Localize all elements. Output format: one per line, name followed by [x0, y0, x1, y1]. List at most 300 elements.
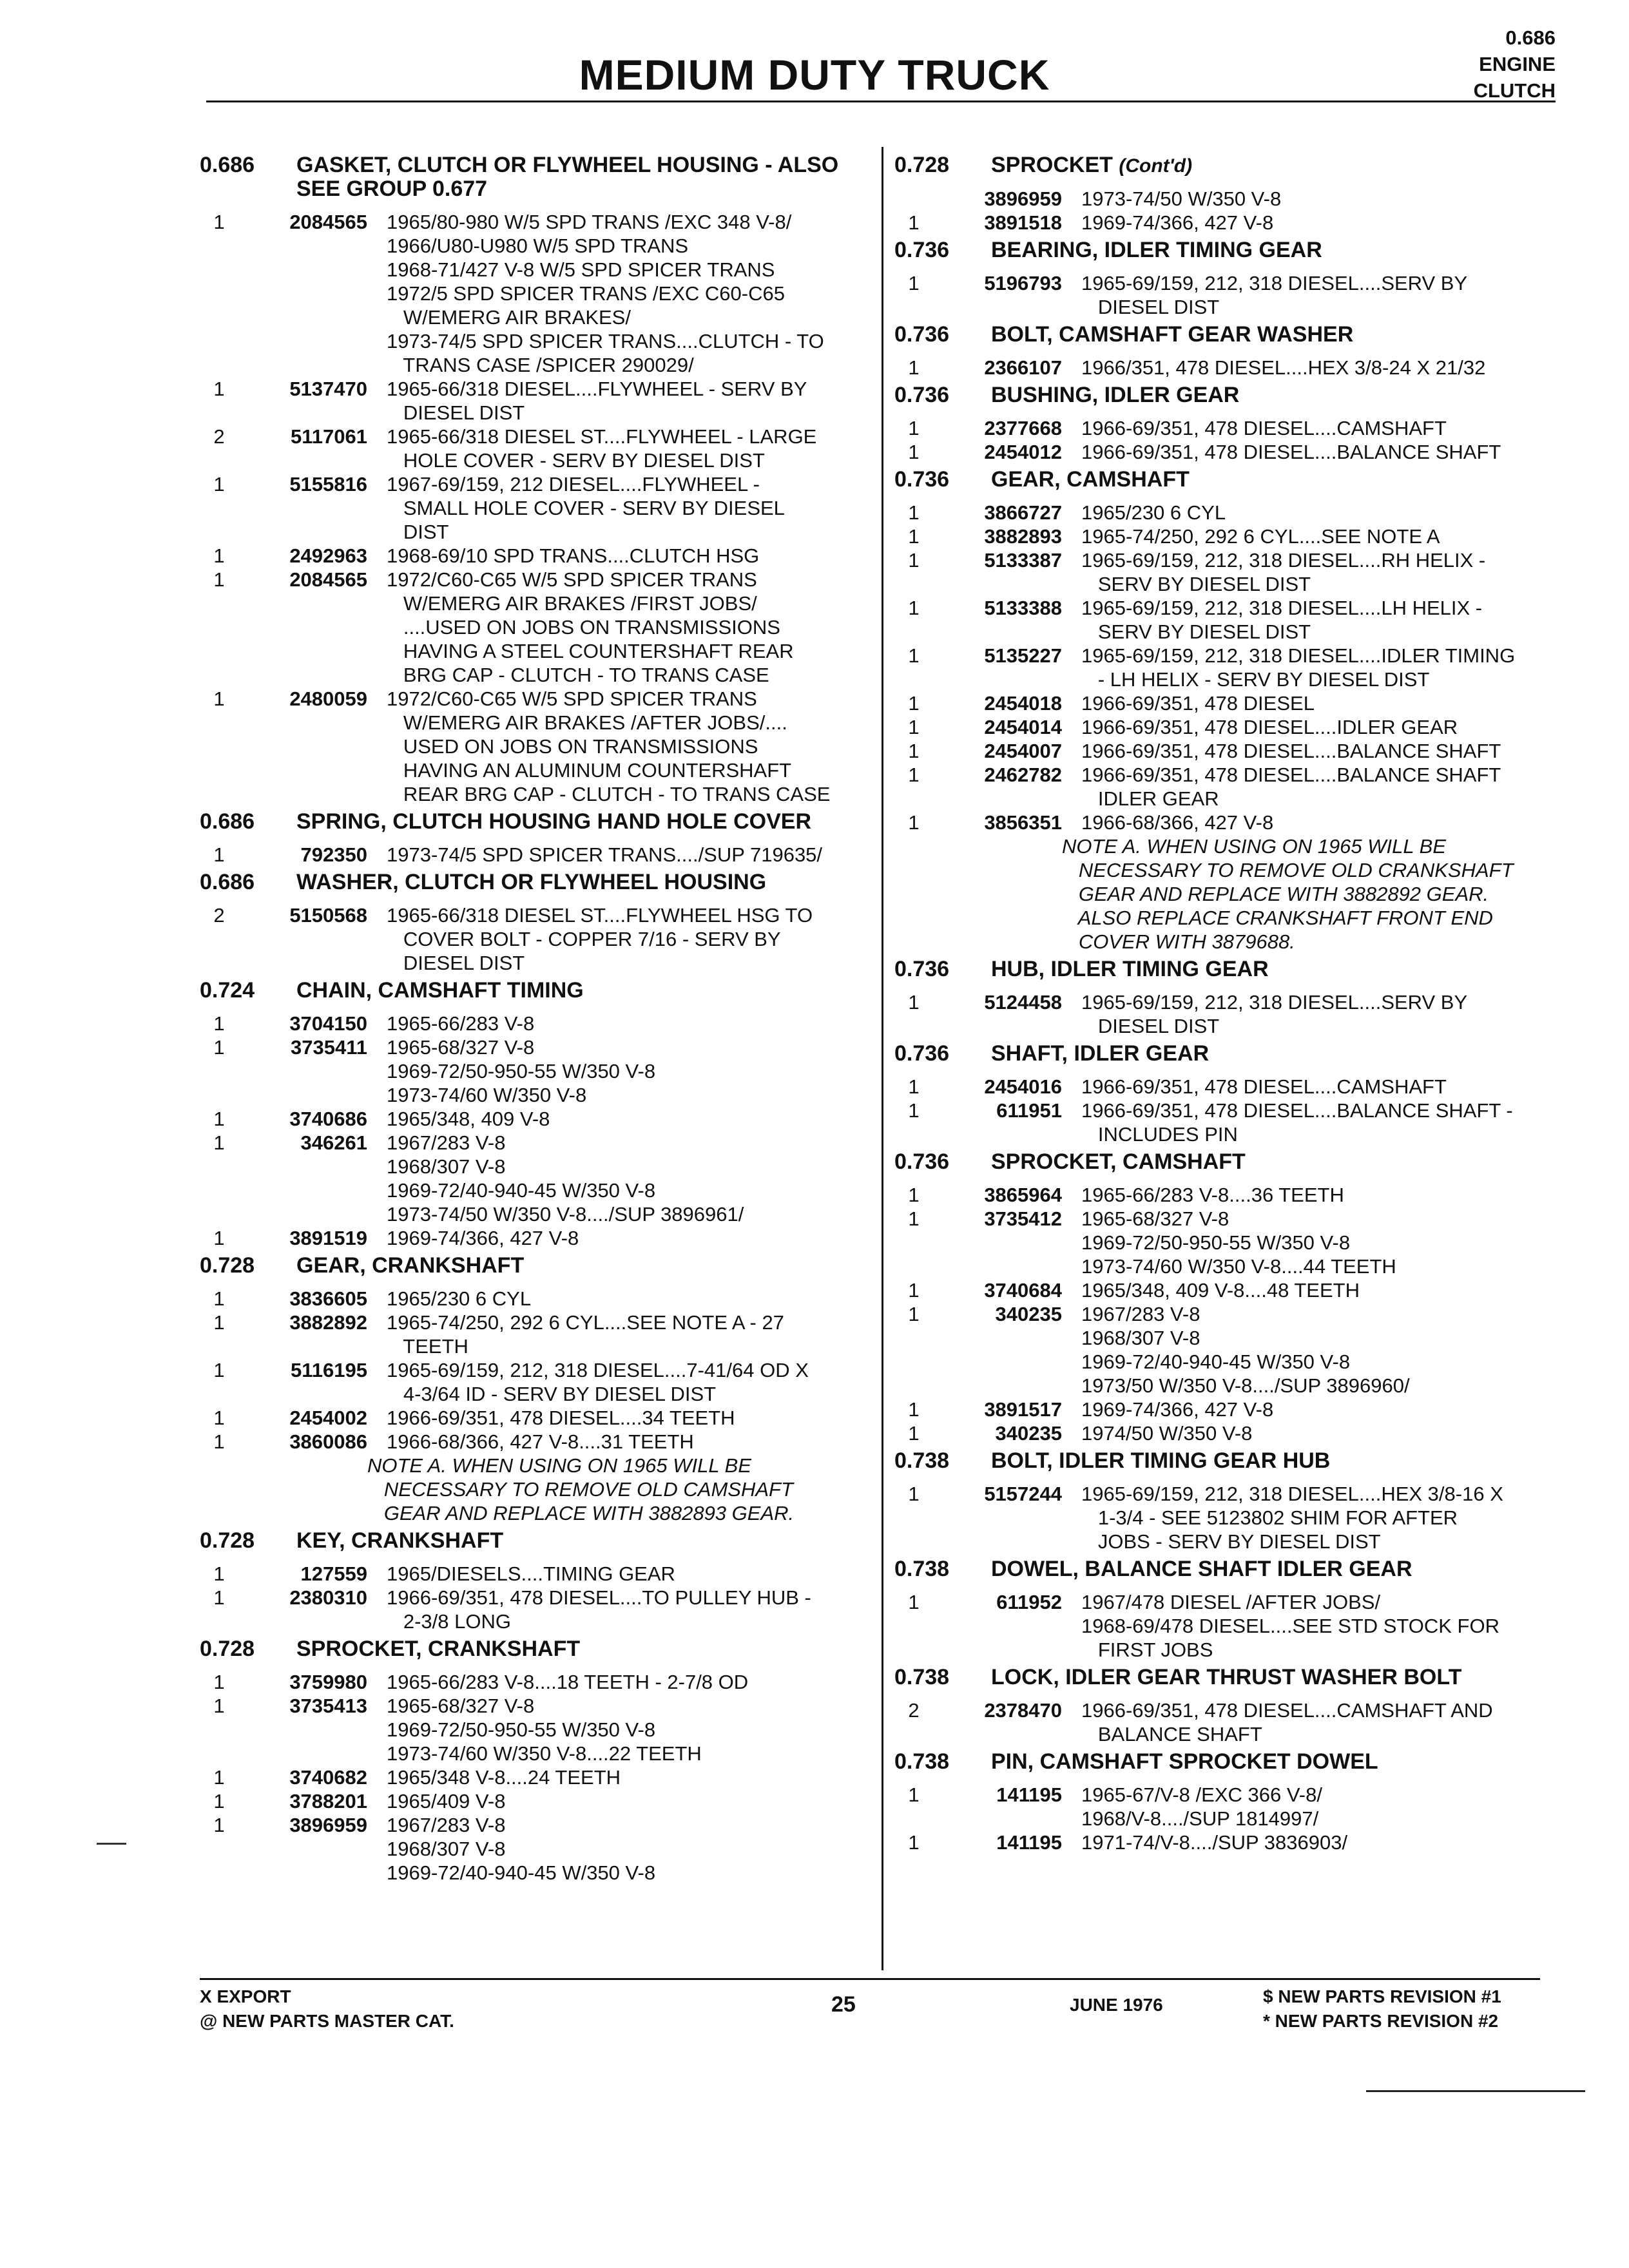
part-entry — [200, 1226, 851, 1250]
quantity: 1 — [908, 740, 920, 762]
quantity: 1 — [213, 1287, 225, 1310]
section-code: 0.728 — [200, 1637, 255, 1661]
section-heading — [894, 1666, 1565, 1689]
application-line: IDLER GEAR — [1081, 787, 1219, 810]
quantity: 2 — [213, 425, 225, 448]
application-lines — [1081, 1783, 1565, 1831]
application-line: 1965-68/327 V-8 — [387, 1695, 535, 1717]
section-heading — [894, 468, 1565, 492]
quantity: 1 — [213, 1012, 225, 1035]
quantity: 1 — [213, 1407, 225, 1429]
part-number: 141195 — [996, 1783, 1062, 1806]
application-line: 1966-68/366, 427 V-8....31 TEETH — [387, 1430, 694, 1453]
catalog-section — [894, 1042, 1565, 1146]
part-entry — [200, 544, 851, 568]
catalog-section — [200, 810, 851, 867]
section-title: SPROCKET — [991, 153, 1113, 177]
part-number: 3896959 — [289, 1814, 367, 1836]
part-number: 5150568 — [289, 904, 367, 927]
quantity: 1 — [213, 1131, 225, 1154]
part-entry — [894, 811, 1565, 834]
quantity: 1 — [908, 501, 920, 524]
application-line: 1966-69/351, 478 DIESEL....TO PULLEY HUB - — [387, 1586, 811, 1609]
quantity: 1 — [908, 1207, 920, 1230]
header-ref-number: 0.686 — [1505, 26, 1556, 49]
application-line: 1965-74/250, 292 6 CYL....SEE NOTE A - 27 — [387, 1311, 784, 1334]
application-line: 1974/50 W/350 V-8 — [1081, 1422, 1253, 1445]
part-entry — [894, 715, 1565, 739]
section-title: DOWEL, BALANCE SHAFT IDLER GEAR — [991, 1557, 1412, 1581]
quantity: 1 — [908, 1422, 920, 1445]
catalog-section — [894, 383, 1565, 464]
note-line: GEAR AND REPLACE WITH 3882892 GEAR. — [1062, 883, 1489, 905]
application-line: 1965-66/283 V-8....18 TEETH - 2-7/8 OD — [387, 1671, 749, 1693]
quantity: 1 — [908, 525, 920, 548]
quantity — [894, 187, 933, 211]
part-entry — [200, 843, 851, 867]
section-code: 0.728 — [200, 1528, 255, 1553]
application-lines — [387, 568, 851, 687]
application-line: INCLUDES PIN — [1081, 1123, 1238, 1146]
part-entry — [200, 1287, 851, 1311]
catalog-section — [894, 1150, 1565, 1445]
application-lines — [387, 1131, 851, 1226]
application-lines — [387, 903, 851, 975]
part-number: 3788201 — [289, 1790, 367, 1812]
application-lines — [1081, 715, 1565, 739]
part-number: 3882892 — [289, 1311, 367, 1334]
part-entry — [894, 356, 1565, 380]
application-line: 1965/230 6 CYL — [1081, 501, 1226, 524]
quantity: 1 — [213, 1108, 225, 1130]
part-entry — [894, 1698, 1565, 1746]
application-line: 1972/5 SPD SPICER TRANS /EXC C60-C65 — [387, 282, 785, 305]
application-line: 1967/283 V-8 — [387, 1131, 506, 1154]
catalog-section — [894, 1449, 1565, 1553]
application-lines — [387, 1035, 851, 1107]
part-entry — [200, 687, 851, 806]
quantity: 1 — [213, 211, 225, 233]
application-line: REAR BRG CAP - CLUTCH - TO TRANS CASE — [387, 783, 831, 805]
application-line: 1965-69/159, 212, 318 DIESEL....IDLER TIMING — [1081, 644, 1516, 667]
application-line: 1968/307 V-8 — [387, 1155, 506, 1178]
application-lines — [387, 1311, 851, 1358]
left-column — [200, 149, 851, 1888]
section-title: GEAR, CAMSHAFT — [991, 467, 1190, 492]
application-line: TEETH — [387, 1335, 468, 1358]
note-line: NOTE A. WHEN USING ON 1965 WILL BE — [1062, 835, 1447, 858]
application-lines — [1081, 1482, 1565, 1553]
application-line: 1965-66/283 V-8 — [387, 1012, 535, 1035]
application-line: 1965-67/V-8 /EXC 366 V-8/ — [1081, 1783, 1322, 1806]
part-number: 5133388 — [984, 597, 1062, 619]
quantity: 1 — [908, 1184, 920, 1206]
application-line: 1971-74/V-8..../SUP 3836903/ — [1081, 1831, 1348, 1854]
part-number: 2454012 — [984, 441, 1062, 463]
quantity: 1 — [213, 1814, 225, 1836]
part-number: 3836605 — [289, 1287, 367, 1310]
application-line: 1968/307 V-8 — [1081, 1327, 1200, 1349]
application-line: W/EMERG AIR BRAKES /FIRST JOBS/ — [387, 592, 757, 615]
part-entry — [894, 1075, 1565, 1099]
part-number: 611952 — [996, 1591, 1062, 1613]
quantity: 1 — [908, 549, 920, 572]
section-heading — [894, 383, 1565, 407]
section-heading — [894, 1557, 1565, 1581]
part-entry — [200, 425, 851, 472]
part-number: 2454018 — [984, 692, 1062, 715]
part-entry — [200, 377, 851, 425]
application-line: - LH HELIX - SERV BY DIESEL DIST — [1081, 668, 1430, 691]
application-line: 1973-74/5 SPD SPICER TRANS..../SUP 719635/ — [387, 843, 823, 866]
application-lines — [387, 1358, 851, 1406]
section-code: 0.736 — [894, 1041, 950, 1066]
section-code: 0.686 — [200, 153, 255, 177]
application-lines — [1081, 1207, 1565, 1278]
part-number: 3704150 — [289, 1012, 367, 1035]
section-code: 0.724 — [200, 978, 255, 1003]
note-line: GEAR AND REPLACE WITH 3882893 GEAR. — [367, 1502, 795, 1524]
section-title-suffix: (Cont'd) — [1119, 155, 1193, 177]
part-number: 5116195 — [291, 1359, 367, 1381]
part-entry — [894, 440, 1565, 464]
quantity: 1 — [908, 1099, 920, 1122]
quantity: 1 — [908, 991, 920, 1014]
application-line: 1969-72/50-950-55 W/350 V-8 — [387, 1718, 656, 1741]
catalog-section — [894, 468, 1565, 954]
part-number: 2454016 — [984, 1075, 1062, 1098]
catalog-section — [200, 979, 851, 1250]
part-entry — [894, 1302, 1565, 1398]
note-line: COVER WITH 3879688. — [1062, 930, 1295, 953]
application-line: 1966-69/351, 478 DIESEL....BALANCE SHAFT — [1081, 764, 1501, 786]
part-entry — [894, 187, 1565, 211]
application-line: 1969-72/40-940-45 W/350 V-8 — [387, 1179, 656, 1202]
part-entry — [200, 1670, 851, 1694]
application-line: 2-3/8 LONG — [387, 1610, 511, 1633]
section-title: BEARING, IDLER TIMING GEAR — [991, 238, 1322, 262]
application-lines — [1081, 990, 1565, 1038]
application-line: 1969-74/366, 427 V-8 — [387, 1227, 579, 1249]
quantity: 1 — [213, 1586, 225, 1609]
application-line: 1965/DIESELS....TIMING GEAR — [387, 1562, 675, 1585]
part-entry — [894, 1831, 1565, 1854]
application-lines — [387, 472, 851, 544]
quantity: 1 — [908, 597, 920, 619]
application-lines — [387, 544, 851, 568]
quantity: 1 — [908, 1591, 920, 1613]
application-line: SMALL HOLE COVER - SERV BY DIESEL — [387, 497, 785, 519]
section-code: 0.738 — [894, 1448, 950, 1473]
section-title: BOLT, CAMSHAFT GEAR WASHER — [991, 322, 1354, 347]
application-line: 1966-69/351, 478 DIESEL....BALANCE SHAFT - — [1081, 1099, 1513, 1122]
part-number: 3860086 — [289, 1430, 367, 1453]
section-title: SHAFT, IDLER GEAR — [991, 1041, 1210, 1066]
quantity: 1 — [908, 1303, 920, 1325]
column-divider — [882, 147, 883, 1970]
section-heading — [200, 1254, 851, 1278]
part-entry — [894, 1398, 1565, 1421]
application-line: 1969-74/366, 427 V-8 — [1081, 1398, 1274, 1421]
section-heading — [200, 810, 851, 834]
application-line: 4-3/64 ID - SERV BY DIESEL DIST — [387, 1383, 717, 1405]
application-line: JOBS - SERV BY DIESEL DIST — [1081, 1530, 1381, 1553]
application-line: 1966-69/351, 478 DIESEL....BALANCE SHAFT — [1081, 441, 1501, 463]
application-lines — [387, 1012, 851, 1035]
part-entry — [894, 1421, 1565, 1445]
application-line: DIESEL DIST — [1081, 1015, 1220, 1037]
quantity: 2 — [213, 904, 225, 927]
part-number: 3865964 — [984, 1184, 1062, 1206]
part-number: 141195 — [996, 1831, 1062, 1854]
part-entry — [894, 271, 1565, 319]
part-entry — [894, 1183, 1565, 1207]
part-entry — [200, 1586, 851, 1633]
part-number: 5117061 — [291, 425, 367, 448]
catalog-section — [894, 153, 1565, 235]
application-lines — [387, 1694, 851, 1765]
catalog-section — [894, 957, 1565, 1038]
part-number: 3891518 — [984, 211, 1062, 234]
application-line: 1967-69/159, 212 DIESEL....FLYWHEEL - — [387, 473, 760, 495]
publication-date: JUNE 1976 — [1070, 1995, 1163, 2015]
part-entry — [200, 903, 851, 975]
quantity: 1 — [213, 1430, 225, 1453]
application-line: 1967/478 DIESEL /AFTER JOBS/ — [1081, 1591, 1381, 1613]
section-title: BUSHING, IDLER GEAR — [991, 383, 1240, 407]
part-number: 2462782 — [984, 764, 1062, 786]
part-entry — [200, 568, 851, 687]
section-title: WASHER, CLUTCH OR FLYWHEEL HOUSING — [296, 870, 767, 894]
application-line: 1973-74/60 W/350 V-8 — [387, 1084, 587, 1106]
application-line: 1965-68/327 V-8 — [1081, 1207, 1229, 1230]
right-column — [894, 149, 1565, 1858]
application-line: DIESEL DIST — [387, 401, 525, 424]
part-number: 2084565 — [289, 568, 367, 591]
part-number: 3891519 — [289, 1227, 367, 1249]
application-line: 1965-69/159, 212, 318 DIESEL....SERV BY — [1081, 272, 1468, 294]
application-line: W/EMERG AIR BRAKES/ — [387, 306, 631, 329]
quantity: 1 — [213, 843, 225, 866]
quantity: 1 — [908, 1398, 920, 1421]
header-group: ENGINE — [1479, 53, 1556, 75]
catalog-section — [200, 870, 851, 975]
application-lines — [1081, 548, 1565, 596]
note-lines — [1062, 834, 1565, 954]
quantity: 1 — [213, 1671, 225, 1693]
application-lines — [1081, 501, 1565, 524]
application-line: 1965-66/318 DIESEL ST....FLYWHEEL HSG TO — [387, 904, 813, 927]
part-number: 340235 — [995, 1303, 1062, 1325]
note-line: NECESSARY TO REMOVE OLD CAMSHAFT — [367, 1478, 793, 1501]
catalog-section — [894, 238, 1565, 319]
application-lines — [387, 1813, 851, 1885]
application-line: 1965/348, 409 V-8....48 TEETH — [1081, 1279, 1360, 1302]
part-number: 5137470 — [289, 378, 367, 400]
section-code: 0.728 — [894, 153, 950, 177]
section-code: 0.736 — [894, 1149, 950, 1174]
section-heading — [894, 1750, 1565, 1774]
catalog-section — [200, 1637, 851, 1885]
application-lines — [387, 1430, 851, 1454]
quantity: 1 — [213, 544, 225, 567]
application-line: BRG CAP - CLUTCH - TO TRANS CASE — [387, 664, 769, 686]
catalog-section — [200, 153, 851, 806]
part-number: 2377668 — [984, 417, 1062, 439]
part-number: 3896959 — [984, 187, 1062, 210]
application-line: COVER BOLT - COPPER 7/16 - SERV BY — [387, 928, 781, 950]
application-line: HAVING AN ALUMINUM COUNTERSHAFT — [387, 759, 792, 782]
application-line: 1967/283 V-8 — [387, 1814, 506, 1836]
part-entry — [894, 596, 1565, 644]
application-lines — [1081, 1398, 1565, 1421]
quantity: 1 — [908, 356, 920, 379]
section-title: SPRING, CLUTCH HOUSING HAND HOLE COVER — [296, 809, 812, 834]
application-lines — [1081, 1590, 1565, 1662]
section-code: 0.736 — [894, 322, 950, 347]
part-number: 5124458 — [984, 991, 1062, 1014]
section-title: LOCK, IDLER GEAR THRUST WASHER BOLT — [991, 1665, 1462, 1689]
part-entry — [894, 1207, 1565, 1278]
quantity: 1 — [213, 378, 225, 400]
application-lines — [1081, 271, 1565, 319]
part-number: 3882893 — [984, 525, 1062, 548]
quantity: 1 — [213, 1790, 225, 1812]
quantity: 1 — [213, 1766, 225, 1789]
application-line: 1973-74/50 W/350 V-8..../SUP 3896961/ — [387, 1203, 744, 1225]
application-lines — [1081, 416, 1565, 440]
quantity: 1 — [908, 1075, 920, 1098]
application-line: 1965/348, 409 V-8 — [387, 1108, 550, 1130]
note-indent — [200, 1454, 367, 1525]
section-code: 0.728 — [200, 1253, 255, 1278]
section-note — [200, 1454, 851, 1525]
application-line: SERV BY DIESEL DIST — [1081, 573, 1311, 595]
note-line: ALSO REPLACE CRANKSHAFT FRONT END — [1062, 907, 1493, 929]
application-lines — [1081, 1075, 1565, 1099]
application-line: 1969-72/50-950-55 W/350 V-8 — [1081, 1231, 1351, 1254]
application-line: 1966-69/351, 478 DIESEL — [1081, 692, 1315, 715]
part-number: 346261 — [300, 1131, 367, 1154]
application-line: 1973/50 W/350 V-8..../SUP 3896960/ — [1081, 1374, 1410, 1397]
application-line: 1973-74/5 SPD SPICER TRANS....CLUTCH - TO — [387, 330, 824, 352]
part-number: 2380310 — [289, 1586, 367, 1609]
section-title: GEAR, CRANKSHAFT — [296, 1253, 525, 1278]
part-entry — [200, 1406, 851, 1430]
section-heading — [200, 1637, 851, 1661]
quantity: 1 — [908, 644, 920, 667]
section-heading — [894, 238, 1565, 262]
part-number: 340235 — [995, 1422, 1062, 1445]
part-entry — [894, 501, 1565, 524]
application-line: BALANCE SHAFT — [1081, 1723, 1262, 1745]
part-number: 2454007 — [984, 740, 1062, 762]
application-line: 1966-69/351, 478 DIESEL....CAMSHAFT — [1081, 417, 1447, 439]
application-lines — [1081, 811, 1565, 834]
application-line: HAVING A STEEL COUNTERSHAFT REAR — [387, 640, 794, 662]
section-code: 0.738 — [894, 1557, 950, 1581]
application-line: 1965-69/159, 212, 318 DIESEL....LH HELIX - — [1081, 597, 1483, 619]
quantity: 1 — [908, 811, 920, 834]
legend-export: X EXPORT — [200, 1986, 291, 2006]
application-lines — [1081, 1421, 1565, 1445]
quantity: 1 — [908, 764, 920, 786]
part-entry — [200, 1789, 851, 1813]
application-line: 1965-69/159, 212, 318 DIESEL....SERV BY — [1081, 991, 1468, 1014]
section-title: BOLT, IDLER TIMING GEAR HUB — [991, 1448, 1331, 1473]
application-line: 1966-69/351, 478 DIESEL....IDLER GEAR — [1081, 716, 1458, 738]
part-number: 3740682 — [289, 1766, 367, 1789]
application-line: 1966/U80-U980 W/5 SPD TRANS — [387, 235, 689, 257]
application-lines — [387, 1789, 851, 1813]
part-entry — [894, 548, 1565, 596]
catalog-section — [200, 1529, 851, 1633]
part-number: 2366107 — [984, 356, 1062, 379]
section-title: GASKET, CLUTCH OR FLYWHEEL HOUSING - ALSO SEE GROUP 0.677 — [296, 153, 839, 201]
part-number: 2454002 — [289, 1407, 367, 1429]
application-lines — [387, 1765, 851, 1789]
legend-revision-2: * NEW PARTS REVISION #2 — [1263, 2011, 1499, 2031]
section-code: 0.736 — [894, 957, 950, 981]
footer-legend-left — [200, 1984, 454, 2033]
part-number: 2378470 — [984, 1699, 1062, 1722]
part-number: 2492963 — [289, 544, 367, 567]
quantity: 1 — [908, 272, 920, 294]
application-line: 1965-69/159, 212, 318 DIESEL....HEX 3/8-16 X — [1081, 1483, 1503, 1505]
application-lines — [1081, 739, 1565, 763]
application-lines — [387, 843, 851, 867]
application-line: HOLE COVER - SERV BY DIESEL DIST — [387, 449, 765, 472]
application-lines — [387, 1562, 851, 1586]
application-line: 1965-68/327 V-8 — [387, 1036, 535, 1059]
footer-legend-right — [1263, 1984, 1501, 2033]
quantity: 1 — [213, 1359, 225, 1381]
application-line: 1965-66/318 DIESEL....FLYWHEEL - SERV BY — [387, 378, 807, 400]
catalog-section — [200, 1254, 851, 1525]
application-line: 1969-72/40-940-45 W/350 V-8 — [387, 1861, 656, 1884]
application-line: 1966-69/351, 478 DIESEL....34 TEETH — [387, 1407, 735, 1429]
application-lines — [387, 1107, 851, 1131]
application-line: FIRST JOBS — [1081, 1639, 1213, 1661]
part-number: 3759980 — [289, 1671, 367, 1693]
section-note — [894, 834, 1565, 954]
part-entry — [200, 1562, 851, 1586]
application-line: DIESEL DIST — [1081, 296, 1220, 318]
quantity: 1 — [213, 687, 225, 710]
part-entry — [894, 524, 1565, 548]
section-title: SPROCKET, CRANKSHAFT — [296, 1637, 581, 1661]
section-heading — [894, 957, 1565, 981]
application-lines — [1081, 691, 1565, 715]
part-number: 792350 — [300, 843, 367, 866]
quantity: 1 — [908, 1783, 920, 1806]
part-number: 2454014 — [984, 716, 1062, 738]
application-lines — [387, 1586, 851, 1633]
header-reference — [1474, 24, 1556, 104]
part-entry — [894, 1278, 1565, 1302]
part-number: 611951 — [996, 1099, 1062, 1122]
application-lines — [1081, 1278, 1565, 1302]
legend-new-parts-master: @ NEW PARTS MASTER CAT. — [200, 2011, 454, 2031]
application-lines — [1081, 1831, 1565, 1854]
note-indent — [894, 834, 1062, 954]
part-number: 5196793 — [984, 272, 1062, 294]
application-lines — [1081, 1698, 1565, 1746]
application-line: W/EMERG AIR BRAKES /AFTER JOBS/.... — [387, 711, 787, 734]
section-code: 0.736 — [894, 383, 950, 407]
note-line: NOTE A. WHEN USING ON 1965 WILL BE — [367, 1454, 752, 1477]
part-entry — [894, 1590, 1565, 1662]
